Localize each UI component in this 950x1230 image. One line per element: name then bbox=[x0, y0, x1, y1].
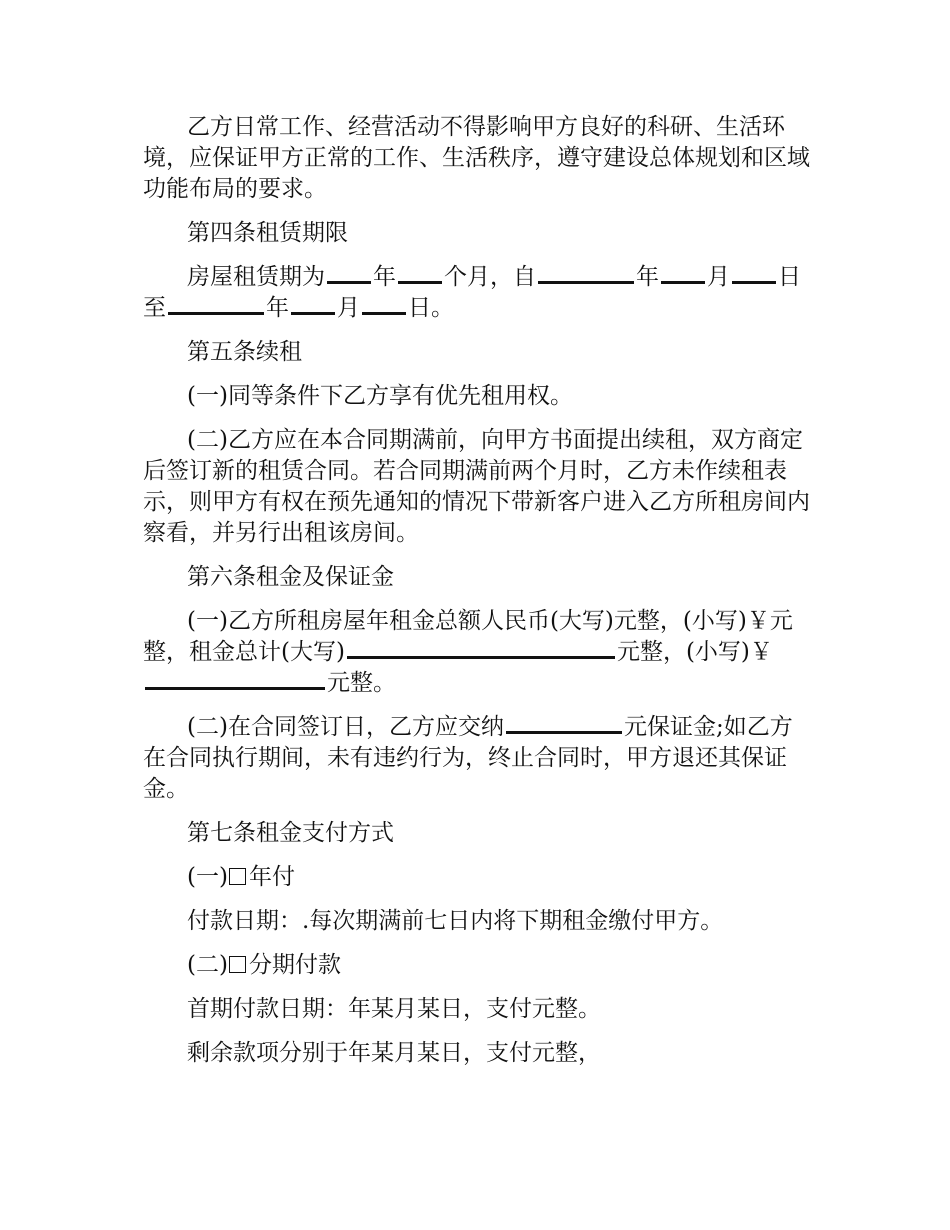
blank-total-rent-figures bbox=[145, 668, 325, 690]
paragraph-renewal-priority: (一)同等条件下乙方享有优先租用权。 bbox=[187, 383, 573, 409]
paragraph-first-payment: 首期付款日期：年某月某日，支付元整。 bbox=[187, 996, 601, 1022]
blank-end-day bbox=[362, 293, 406, 315]
blank-start-year bbox=[538, 262, 634, 284]
paragraph-deposit: (二)在合同签订日，乙方应交纳 元保证金;如乙方在合同执行期间，未有违约行为，终止合同时，甲方退还其保证金。 bbox=[143, 714, 793, 802]
option-annual-payment: (一) 年付 bbox=[187, 864, 295, 890]
option-installment-payment: (二) 分期付款 bbox=[187, 952, 341, 978]
blank-total-rent-words bbox=[347, 637, 615, 659]
checkbox-installment-payment[interactable] bbox=[229, 956, 246, 973]
checkbox-annual-payment[interactable] bbox=[229, 868, 246, 885]
blank-years bbox=[327, 262, 371, 284]
document-page bbox=[143, 112, 813, 1082]
blank-start-day bbox=[732, 262, 776, 284]
blank-start-month bbox=[661, 262, 705, 284]
paragraph-renewal-process: (二)乙方应在本合同期满前，向甲方书面提出续租，双方商定后签订新的租赁合同。若合同期满前两个月时，乙方未作续租表示，则甲方有权在预先通知的情况下带新客户进入乙方所租房间内察看，并另行出租该房间。 bbox=[143, 427, 810, 546]
blank-months bbox=[398, 262, 442, 284]
article-6-heading: 第六条租金及保证金 bbox=[187, 564, 394, 590]
blank-end-year bbox=[168, 293, 264, 315]
blank-deposit-amount bbox=[506, 712, 622, 734]
blank-end-month bbox=[291, 293, 335, 315]
paragraph-environment-requirement: 乙方日常工作、经营活动不得影响甲方良好的科研、生活环境，应保证甲方正常的工作、生活秩序，遵守建设总体规划和区域功能布局的要求。 bbox=[143, 114, 810, 202]
article-5-heading: 第五条续租 bbox=[187, 339, 302, 365]
article-7-heading: 第七条租金支付方式 bbox=[187, 820, 394, 846]
paragraph-annual-rent: (一)乙方所租房屋年租金总额人民币(大写)元整，(小写)￥元整，租金总计(大写) 元整，(小写)￥元整。 bbox=[143, 608, 793, 696]
article-4-heading: 第四条租赁期限 bbox=[187, 220, 348, 246]
paragraph-lease-term: 房屋租赁期为 年 个月，自 年 月 日至 年 月 日。 bbox=[143, 264, 801, 321]
paragraph-remaining-payment: 剩余款项分别于年某月某日，支付元整， bbox=[187, 1040, 601, 1066]
paragraph-payment-date: 付款日期：.每次期满前七日内将下期租金缴付甲方。 bbox=[187, 908, 724, 934]
